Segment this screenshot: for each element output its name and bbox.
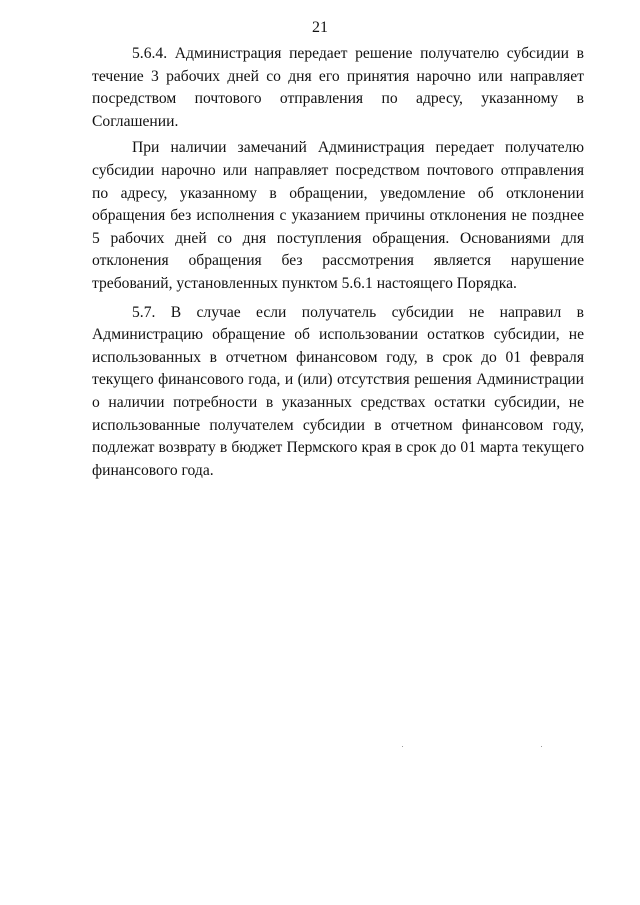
page-number: 21 xyxy=(312,19,328,36)
paragraph-remarks: При наличии замечаний Администрация передает получателю субсидии нарочно или направляет посредством почтового отправления по адресу, указанному в обращении, уведомление об отклонении обращения без исполнения с указанием причины отклонения не позднее 5 рабочих дней со дня поступления обращения. Основаниями для отклонения обращения без рассмотрения является нарушение требований, установленных пунктом 5.6.1 настоящего Порядка. xyxy=(92,139,584,292)
paragraph-5-6-4: 5.6.4. Администрация передает решение получателю субсидии в течение 3 рабочих дней со дня его принятия нарочно или направляет посредством почтового отправления по адресу, указанному в Соглашении. xyxy=(92,45,584,130)
paragraph-5-7: 5.7. В случае если получатель субсидии не направил в Администрацию обращение об использовании остатков субсидии, не использованных в отчетном финансовом году, в срок до 01 февраля текущего финансового года, и (или) отсутствия решения Администрации о наличии потребности в указанных средствах остатки субсидии, не использованные получателем субсидии в отчетном финансовом году, подлежат возврату в бюджет Пермского края в срок до 01 марта текущего финансового года. xyxy=(92,303,584,479)
scan-speck xyxy=(541,746,542,747)
document-body xyxy=(92,43,584,482)
scan-speck xyxy=(402,746,403,747)
